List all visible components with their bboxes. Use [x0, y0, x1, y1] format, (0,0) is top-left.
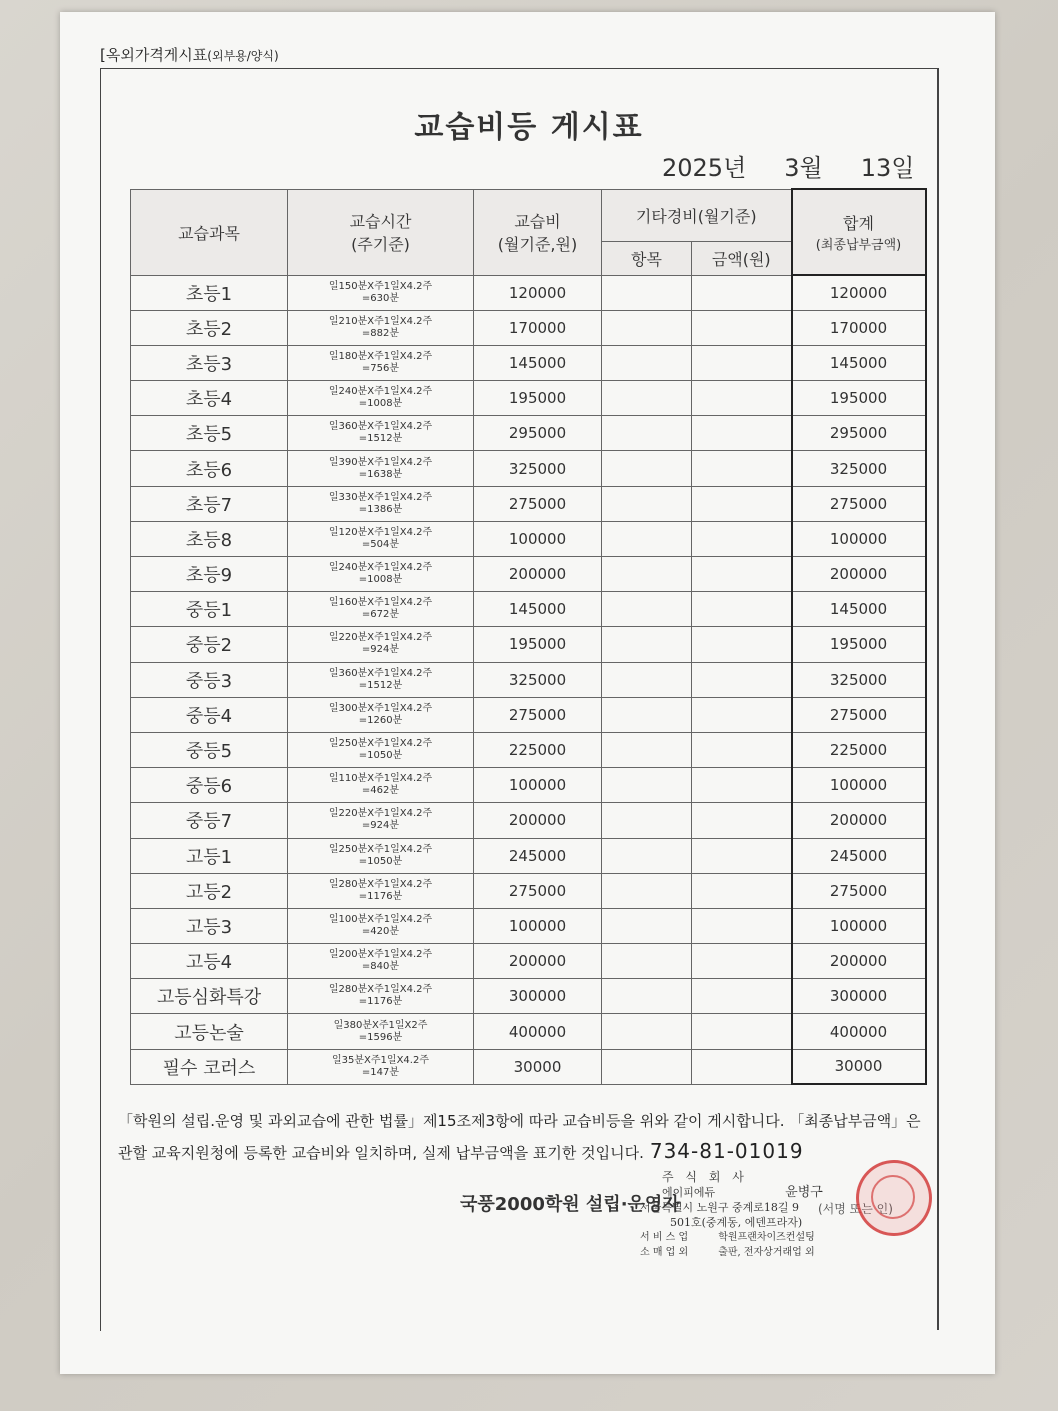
stamp-biz-type-2: 소 매 업 외	[640, 1247, 689, 1258]
cell-amount	[692, 908, 792, 943]
cell-hours	[288, 416, 474, 451]
cell-amount	[692, 345, 792, 380]
cell-hours-formula: 일35분X주1일X4.2주	[332, 1054, 429, 1066]
cell-item	[602, 381, 692, 416]
header-subject: 교습과목	[131, 189, 288, 275]
cell-fee: 275000	[474, 873, 602, 908]
table-row	[131, 838, 926, 873]
notice-line-2-wrap	[118, 1136, 928, 1168]
cell-amount	[692, 697, 792, 732]
header-total-label: 합계	[843, 214, 874, 233]
cell-amount	[692, 979, 792, 1014]
cell-total: 200000	[792, 944, 926, 979]
cell-total: 145000	[792, 345, 926, 380]
header-total	[792, 189, 926, 275]
cell-hours	[288, 662, 474, 697]
cell-hours	[288, 803, 474, 838]
cell-total: 300000	[792, 979, 926, 1014]
cell-hours	[288, 873, 474, 908]
cell-hours-result: =420분	[361, 925, 400, 937]
cell-total: 100000	[792, 521, 926, 556]
cell-hours-result: =1050분	[358, 750, 403, 762]
cell-amount	[692, 803, 792, 838]
cell-total: 325000	[792, 451, 926, 486]
cell-hours-formula: 일200분X주1일X4.2주	[328, 949, 433, 961]
cell-total: 145000	[792, 592, 926, 627]
cell-amount	[692, 416, 792, 451]
cell-fee: 30000	[474, 1049, 602, 1084]
table-row	[131, 310, 926, 345]
table-row	[131, 416, 926, 451]
cell-hours-formula: 일360분X주1일X4.2주	[328, 421, 433, 433]
table-row	[131, 521, 926, 556]
cell-item	[602, 732, 692, 767]
cell-total: 245000	[792, 838, 926, 873]
header-other-expenses: 기타경비(월기준)	[602, 189, 792, 241]
cell-fee: 100000	[474, 908, 602, 943]
date-year: 2025년	[662, 154, 747, 182]
stamp-biz-type-1: 서 비 스 업	[640, 1232, 689, 1243]
table-row	[131, 627, 926, 662]
cell-fee: 200000	[474, 944, 602, 979]
cell-total: 30000	[792, 1049, 926, 1084]
cell-item	[602, 345, 692, 380]
stamp-address-2: 501호(중계동, 에덴프라자)	[670, 1216, 803, 1229]
cell-fee: 245000	[474, 838, 602, 873]
cell-item	[602, 838, 692, 873]
table-row	[131, 908, 926, 943]
cell-hours-result: =1050분	[358, 855, 403, 867]
cell-hours	[288, 275, 474, 310]
cell-total: 275000	[792, 697, 926, 732]
cell-subject: 중등6	[131, 768, 288, 803]
cell-fee: 200000	[474, 557, 602, 592]
cell-hours	[288, 732, 474, 767]
cell-subject: 중등5	[131, 732, 288, 767]
cell-fee: 195000	[474, 381, 602, 416]
cell-total: 275000	[792, 486, 926, 521]
table-row	[131, 803, 926, 838]
fee-table-body	[131, 275, 926, 1084]
cell-total: 295000	[792, 416, 926, 451]
cell-hours-result: =1596분	[358, 1031, 403, 1043]
cell-hours-result: =1260분	[358, 714, 403, 726]
cell-hours	[288, 486, 474, 521]
cell-item	[602, 557, 692, 592]
cell-subject: 초등8	[131, 521, 288, 556]
table-row	[131, 451, 926, 486]
cell-subject: 초등4	[131, 381, 288, 416]
cell-subject: 초등1	[131, 275, 288, 310]
cell-hours-formula: 일250분X주1일X4.2주	[328, 843, 433, 855]
cell-hours-result: =756분	[361, 362, 400, 374]
table-row	[131, 557, 926, 592]
cell-fee: 400000	[474, 1014, 602, 1049]
stamp-biz-item-1: 학원프랜차이즈컨설팅	[718, 1232, 815, 1243]
cell-amount	[692, 1014, 792, 1049]
cell-amount	[692, 451, 792, 486]
cell-subject: 고등4	[131, 944, 288, 979]
cell-item	[602, 908, 692, 943]
cell-item	[602, 697, 692, 732]
form-label-text: [옥외가격게시표	[100, 46, 208, 64]
table-row	[131, 732, 926, 767]
stamp-biz-item-2: 출판, 전자상거래업 외	[718, 1247, 815, 1258]
cell-hours	[288, 592, 474, 627]
cell-hours-formula: 일330분X주1일X4.2주	[328, 491, 433, 503]
cell-item	[602, 768, 692, 803]
cell-subject: 중등1	[131, 592, 288, 627]
notice-line-1: 「학원의 설립.운영 및 과외교습에 관한 법률」제15조제3항에 따라 교습비등을 위와 같이 게시합니다. 「최종납부금액」은	[118, 1112, 921, 1130]
cell-hours-formula: 일280분X주1일X4.2주	[328, 984, 433, 996]
cell-total: 100000	[792, 768, 926, 803]
cell-subject: 중등2	[131, 627, 288, 662]
cell-hours-result: =1008분	[358, 574, 403, 586]
posting-date	[662, 148, 914, 183]
notice-line-2: 관할 교육지원청에 등록한 교습비와 일치하며, 실제 납부금액을 표기한 것입니다.	[118, 1144, 644, 1162]
cell-fee: 300000	[474, 979, 602, 1014]
page-title: 교습비등 게시표	[414, 110, 644, 145]
cell-total: 170000	[792, 310, 926, 345]
cell-fee: 200000	[474, 803, 602, 838]
cell-hours	[288, 557, 474, 592]
header-item: 항목	[602, 241, 692, 275]
cell-fee: 145000	[474, 345, 602, 380]
cell-hours	[288, 627, 474, 662]
stamp-company-type: 주 식 회 사	[662, 1170, 748, 1184]
cell-subject: 중등7	[131, 803, 288, 838]
cell-hours-result: =924분	[361, 644, 400, 656]
cell-hours	[288, 979, 474, 1014]
cell-hours-formula: 일220분X주1일X4.2주	[328, 632, 433, 644]
cell-hours-result: =924분	[361, 820, 400, 832]
cell-amount	[692, 592, 792, 627]
cell-hours-result: =672분	[361, 609, 400, 621]
cell-hours-formula: 일160분X주1일X4.2주	[328, 597, 433, 609]
cell-hours	[288, 1049, 474, 1084]
cell-item	[602, 873, 692, 908]
cell-amount	[692, 944, 792, 979]
cell-total: 120000	[792, 275, 926, 310]
table-row	[131, 275, 926, 310]
cell-amount	[692, 521, 792, 556]
cell-fee: 325000	[474, 662, 602, 697]
signature-note: (서명 또는 인)	[818, 1202, 893, 1216]
cell-hours	[288, 521, 474, 556]
cell-hours-result: =147분	[361, 1066, 400, 1078]
cell-amount	[692, 768, 792, 803]
cell-fee: 145000	[474, 592, 602, 627]
cell-hours-formula: 일390분X주1일X4.2주	[328, 456, 433, 468]
cell-hours-result: =1512분	[358, 433, 403, 445]
date-day: 13일	[860, 154, 915, 182]
cell-amount	[692, 627, 792, 662]
cell-subject: 초등6	[131, 451, 288, 486]
cell-hours-result: =630분	[361, 292, 400, 304]
form-frame-right-border	[937, 68, 939, 1330]
cell-item	[602, 275, 692, 310]
cell-hours-formula: 일100분X주1일X4.2주	[328, 913, 433, 925]
cell-item	[602, 662, 692, 697]
cell-item	[602, 451, 692, 486]
red-seal-icon	[856, 1160, 932, 1236]
cell-subject: 고등2	[131, 873, 288, 908]
table-row	[131, 592, 926, 627]
cell-hours-result: =1512분	[358, 679, 403, 691]
cell-amount	[692, 838, 792, 873]
table-row	[131, 979, 926, 1014]
cell-total: 195000	[792, 381, 926, 416]
cell-fee: 225000	[474, 732, 602, 767]
cell-hours	[288, 451, 474, 486]
cell-item	[602, 627, 692, 662]
cell-total: 400000	[792, 1014, 926, 1049]
cell-hours	[288, 697, 474, 732]
table-row	[131, 662, 926, 697]
header-fee-sub: (월기준,원)	[497, 235, 578, 254]
cell-hours-result: =1386분	[358, 503, 403, 515]
cell-hours-formula: 일210분X주1일X4.2주	[328, 315, 433, 327]
cell-subject: 중등3	[131, 662, 288, 697]
cell-total: 325000	[792, 662, 926, 697]
cell-fee: 100000	[474, 768, 602, 803]
cell-total: 275000	[792, 873, 926, 908]
cell-hours-result: =1176분	[358, 890, 403, 902]
cell-hours-formula: 일300분X주1일X4.2주	[328, 702, 433, 714]
cell-amount	[692, 732, 792, 767]
table-row	[131, 486, 926, 521]
cell-hours-formula: 일120분X주1일X4.2주	[328, 526, 433, 538]
cell-item	[602, 592, 692, 627]
header-fee	[474, 189, 602, 275]
cell-hours	[288, 838, 474, 873]
cell-hours-result: =1638분	[358, 468, 403, 480]
cell-total: 200000	[792, 803, 926, 838]
cell-fee: 100000	[474, 521, 602, 556]
cell-fee: 325000	[474, 451, 602, 486]
header-hours-label: 교습시간	[349, 212, 412, 231]
table-row	[131, 944, 926, 979]
registration-number: 734-81-01019	[649, 1139, 804, 1163]
cell-total: 225000	[792, 732, 926, 767]
cell-hours-result: =1008분	[358, 398, 403, 410]
header-hours-sub: (주기준)	[351, 235, 410, 254]
cell-subject: 초등7	[131, 486, 288, 521]
cell-item	[602, 416, 692, 451]
cell-hours-formula: 일250분X주1일X4.2주	[328, 738, 433, 750]
cell-item	[602, 944, 692, 979]
table-row	[131, 1049, 926, 1084]
table-row	[131, 697, 926, 732]
notice-text	[118, 1106, 928, 1168]
cell-fee: 195000	[474, 627, 602, 662]
cell-fee: 170000	[474, 310, 602, 345]
cell-subject: 초등2	[131, 310, 288, 345]
cell-hours	[288, 381, 474, 416]
stamp-biz-row-1	[640, 1230, 900, 1245]
form-label-small: (외부용/양식)	[207, 49, 279, 63]
cell-total: 195000	[792, 627, 926, 662]
cell-fee: 275000	[474, 486, 602, 521]
cell-hours-result: =504분	[361, 538, 400, 550]
table-row	[131, 873, 926, 908]
cell-hours-result: =462분	[361, 785, 400, 797]
cell-item	[602, 1049, 692, 1084]
cell-hours	[288, 908, 474, 943]
cell-fee: 295000	[474, 416, 602, 451]
cell-amount	[692, 486, 792, 521]
cell-subject: 중등4	[131, 697, 288, 732]
cell-hours	[288, 768, 474, 803]
cell-subject: 초등3	[131, 345, 288, 380]
fee-table	[130, 188, 927, 1085]
form-label	[100, 44, 279, 65]
cell-subject: 고등3	[131, 908, 288, 943]
cell-hours	[288, 345, 474, 380]
cell-item	[602, 521, 692, 556]
cell-item	[602, 1014, 692, 1049]
cell-subject: 고등심화특강	[131, 979, 288, 1014]
cell-hours-formula: 일240분X주1일X4.2주	[328, 386, 433, 398]
cell-hours-result: =882분	[361, 327, 400, 339]
header-total-sub: (최종납부금액)	[815, 238, 902, 253]
header-hours	[288, 189, 474, 275]
cell-hours-result: =840분	[361, 961, 400, 973]
table-row	[131, 381, 926, 416]
stamp-address-1: 서울특별시 노원구 중계로18길 9	[640, 1201, 799, 1214]
cell-item	[602, 310, 692, 345]
cell-hours	[288, 310, 474, 345]
cell-hours-result: =1176분	[358, 996, 403, 1008]
table-row	[131, 345, 926, 380]
stamp-biz-row-2	[640, 1245, 900, 1260]
cell-hours-formula: 일280분X주1일X4.2주	[328, 878, 433, 890]
cell-hours-formula: 일110분X주1일X4.2주	[328, 773, 433, 785]
cell-hours	[288, 1014, 474, 1049]
cell-amount	[692, 275, 792, 310]
cell-amount	[692, 1049, 792, 1084]
cell-amount	[692, 873, 792, 908]
cell-subject: 필수 코러스	[131, 1049, 288, 1084]
cell-subject: 초등9	[131, 557, 288, 592]
cell-fee: 275000	[474, 697, 602, 732]
cell-item	[602, 979, 692, 1014]
cell-subject: 초등5	[131, 416, 288, 451]
cell-hours-formula: 일240분X주1일X4.2주	[328, 562, 433, 574]
cell-hours	[288, 944, 474, 979]
header-amount: 금액(원)	[692, 241, 792, 275]
cell-hours-formula: 일360분X주1일X4.2주	[328, 667, 433, 679]
signer-line: 국풍2000학원 설립·운영자	[460, 1194, 680, 1215]
cell-total: 200000	[792, 557, 926, 592]
table-row	[131, 1014, 926, 1049]
cell-subject: 고등논술	[131, 1014, 288, 1049]
cell-hours-formula: 일220분X주1일X4.2주	[328, 808, 433, 820]
cell-item	[602, 486, 692, 521]
cell-item	[602, 803, 692, 838]
cell-hours-formula: 일150분X주1일X4.2주	[328, 280, 433, 292]
cell-amount	[692, 310, 792, 345]
cell-fee: 120000	[474, 275, 602, 310]
cell-amount	[692, 662, 792, 697]
cell-hours-formula: 일180분X주1일X4.2주	[328, 350, 433, 362]
header-fee-label: 교습비	[514, 212, 561, 231]
stamp-company-name: 에이피에듀	[662, 1186, 716, 1199]
table-row	[131, 768, 926, 803]
cell-subject: 고등1	[131, 838, 288, 873]
cell-amount	[692, 381, 792, 416]
cell-amount	[692, 557, 792, 592]
cell-hours-formula: 일380분X주1일X2주	[333, 1019, 428, 1031]
stamp-representative: 윤병구	[785, 1185, 823, 1200]
cell-total: 100000	[792, 908, 926, 943]
date-month: 3월	[784, 154, 823, 182]
